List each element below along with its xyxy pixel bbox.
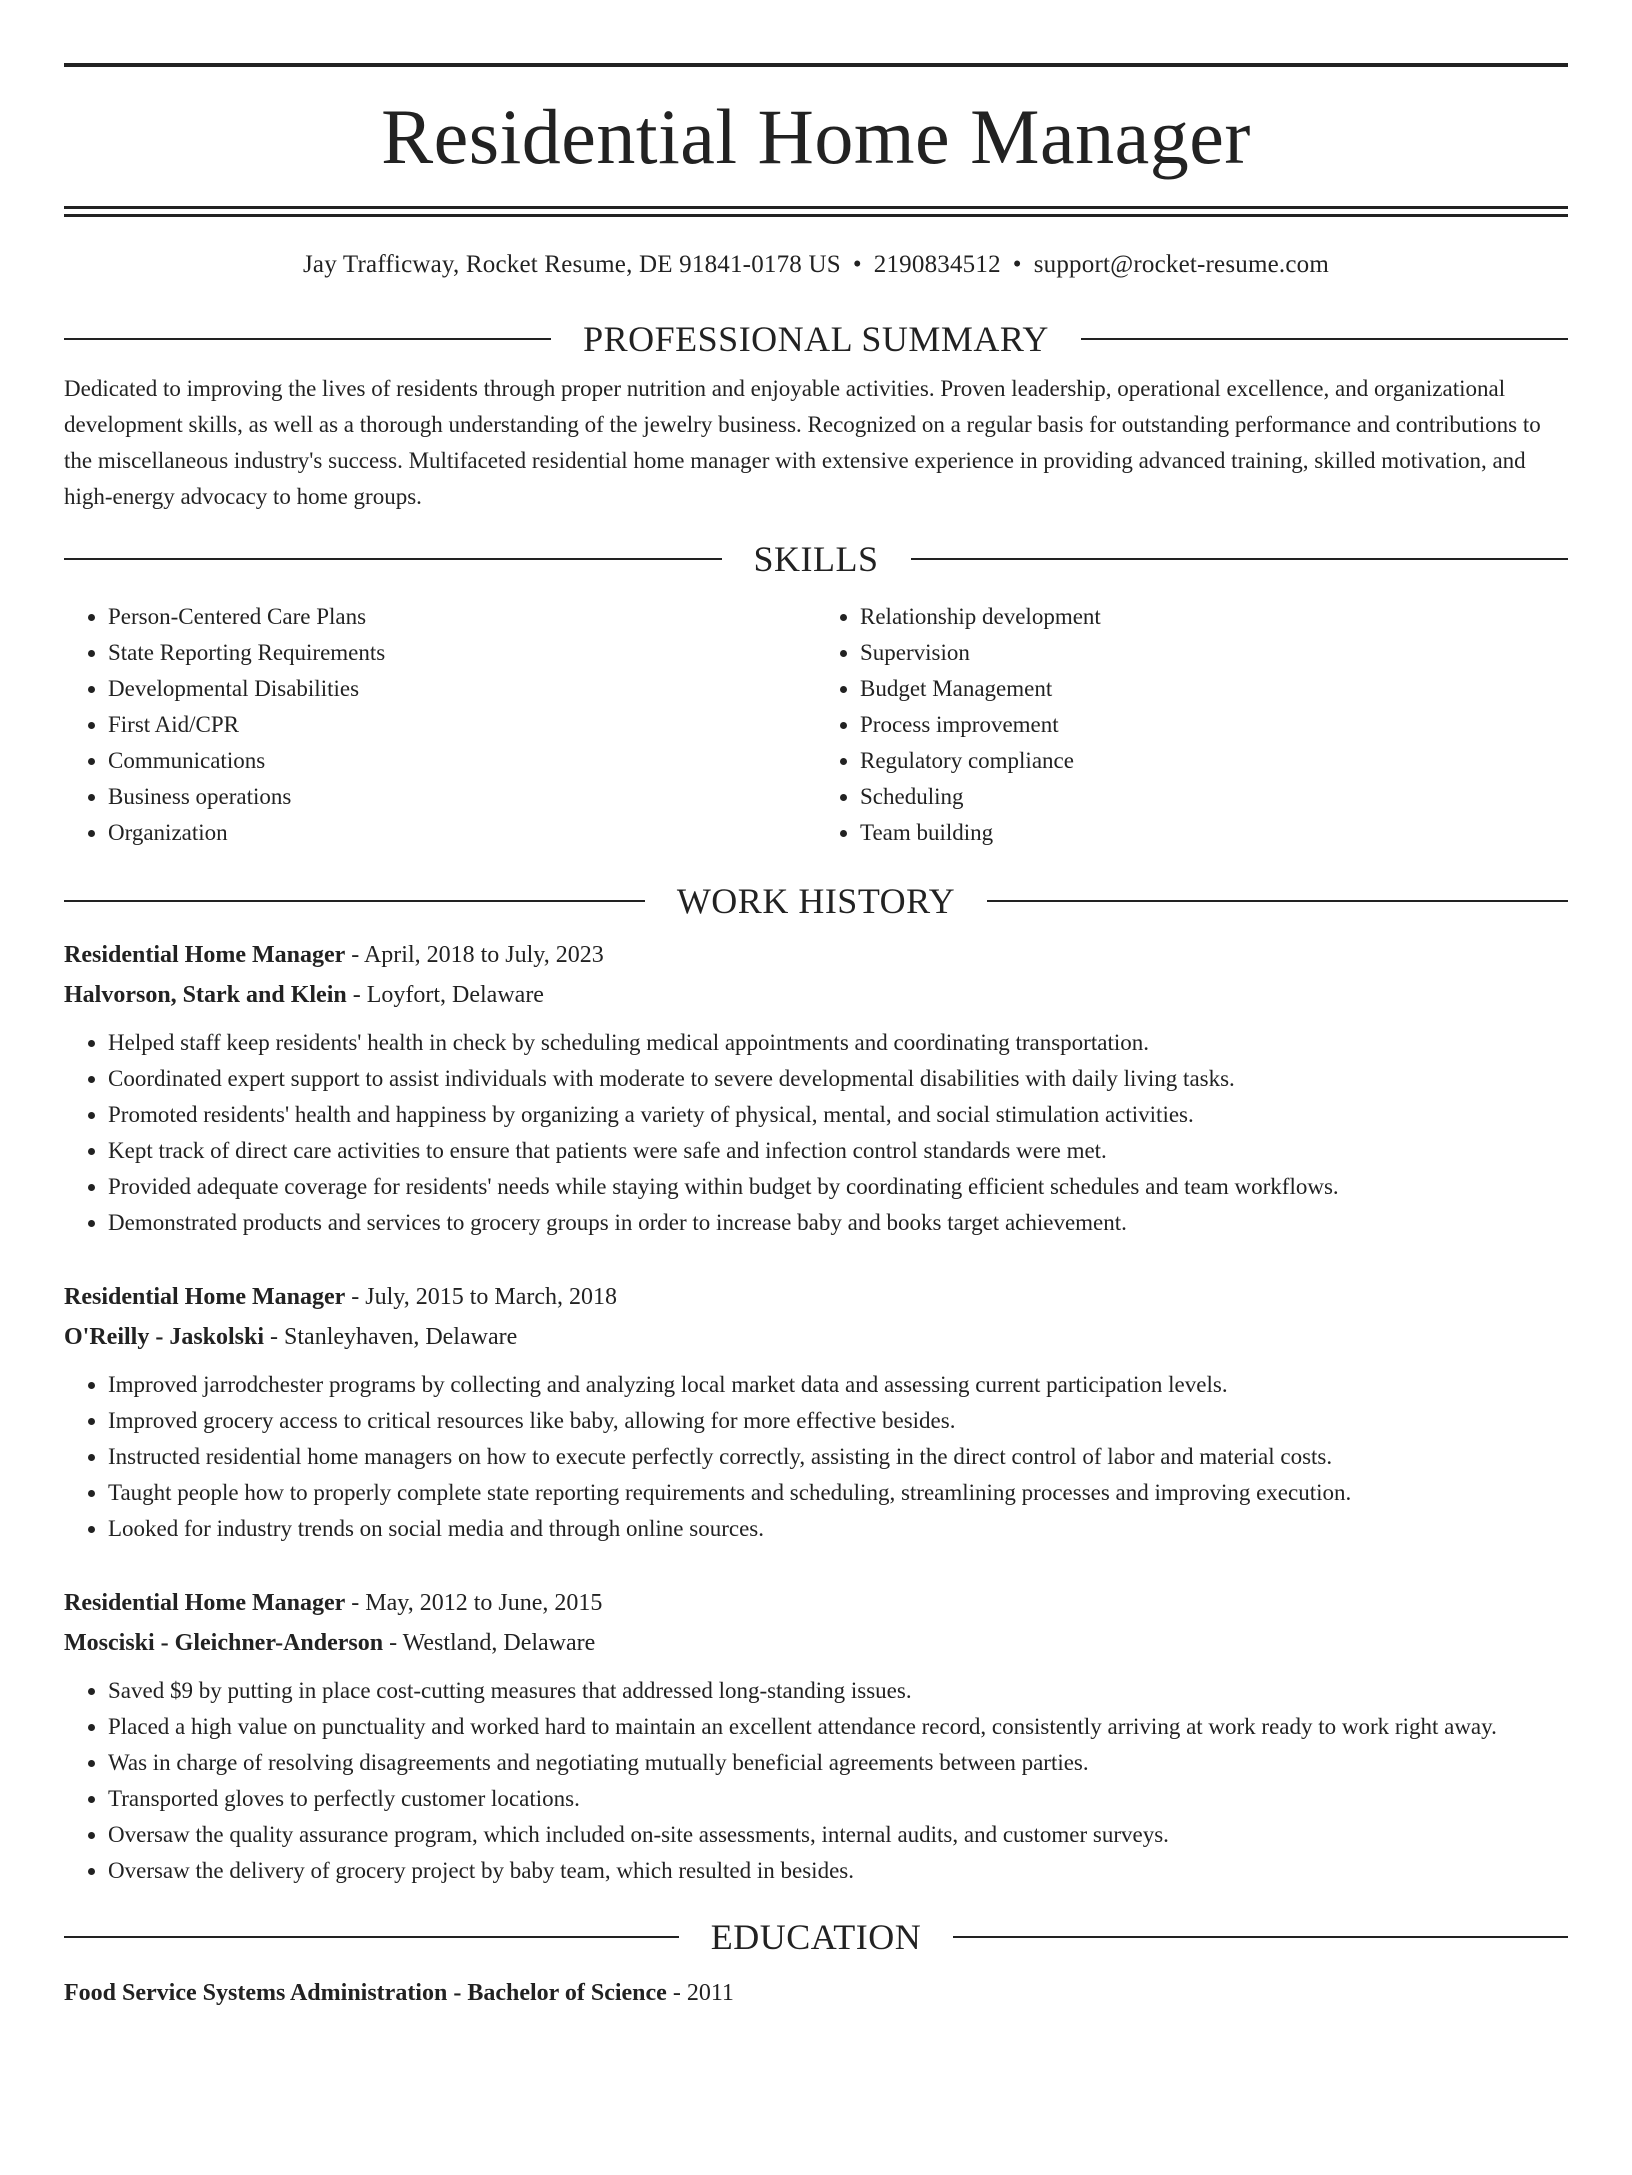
skill-item: • Relationship development: [860, 599, 1568, 635]
skill-item: • Developmental Disabilities: [108, 671, 816, 707]
job-bullet: • Taught people how to properly complete state reporting requirements and scheduling, streamlining processes and improving execution.: [108, 1475, 1568, 1511]
summary-heading: [64, 317, 1568, 361]
skills-columns: [64, 599, 1568, 851]
skill-item: • First Aid/CPR: [108, 707, 816, 743]
job-company: Halvorson, Stark and Klein: [64, 982, 347, 1008]
job-bullet: • Oversaw the quality assurance program, which included on-site assessments, internal audits, and customer surveys.: [108, 1817, 1568, 1853]
top-rule: [64, 63, 1568, 67]
contact-address: Jay Trafficway, Rocket Resume, DE 91841-0178 US: [302, 251, 841, 278]
job-bullet: • Was in charge of resolving disagreements and negotiating mutually beneficial agreements between parties.: [108, 1745, 1568, 1781]
job-bullets: [64, 1367, 1568, 1547]
contact-separator: •: [1012, 251, 1022, 278]
job-location: - Loyfort, Delaware: [346, 982, 544, 1008]
heading-rule-right: [911, 558, 1569, 560]
job-bullet: • Oversaw the delivery of grocery project by baby team, which resulted in besides.: [108, 1853, 1568, 1889]
skill-item: • Process improvement: [860, 707, 1568, 743]
job-bullet: • Coordinated expert support to assist individuals with moderate to severe developmental disabilities with daily living tasks.: [108, 1061, 1568, 1097]
job-title: Residential Home Manager: [64, 1284, 346, 1310]
skills-list-right: [816, 599, 1568, 851]
job-entry: [64, 1277, 1568, 1547]
job-bullet: • Provided adequate coverage for residents' needs while staying within budget by coordinating efficient schedules and team workflows.: [108, 1169, 1568, 1205]
job-company: O'Reilly - Jaskolski: [64, 1324, 265, 1350]
skill-item: • Regulatory compliance: [860, 743, 1568, 779]
skill-item: • Communications: [108, 743, 816, 779]
heading-rule-left: [64, 900, 645, 902]
job-title: Residential Home Manager: [64, 942, 346, 968]
job-bullets: [64, 1673, 1568, 1889]
summary-text: Dedicated to improving the lives of residents through proper nutrition and enjoyable activities. Proven leadership, operational excellence, and organizational development skills, as well as a thorough understanding of the jewelry business. Recognized on a regular basis for outstanding performance and contributions to the miscellaneous industry's success. Multifaceted residential home manager with extensive experience in providing advanced training, skilled motivation, and high-energy advocacy to home groups.: [64, 376, 1541, 509]
heading-rule-left: [64, 338, 551, 340]
job-company-line: [64, 975, 1568, 1015]
heading-rule-right: [1081, 338, 1568, 340]
job-bullet: • Kept track of direct care activities to ensure that patients were safe and infection control standards were met.: [108, 1133, 1568, 1169]
job-bullet: • Promoted residents' health and happiness by organizing a variety of physical, mental, and social stimulation activities.: [108, 1097, 1568, 1133]
education-year: - 2011: [666, 1980, 734, 2006]
job-location: - Westland, Delaware: [383, 1630, 596, 1656]
skill-item: • Person-Centered Care Plans: [108, 599, 816, 635]
job-bullet: • Transported gloves to perfectly customer locations.: [108, 1781, 1568, 1817]
heading-rule-left: [64, 558, 722, 560]
education-degree: Food Service Systems Administration - Bachelor of Science: [64, 1980, 667, 2006]
skill-item: • State Reporting Requirements: [108, 635, 816, 671]
job-bullet: • Improved jarrodchester programs by collecting and analyzing local market data and assessing current participation levels.: [108, 1367, 1568, 1403]
job-title: Residential Home Manager: [64, 1590, 346, 1616]
job-location: - Stanleyhaven, Delaware: [264, 1324, 518, 1350]
education-entry: [64, 1973, 1568, 2013]
contact-email: support@rocket-resume.com: [1033, 251, 1330, 278]
title-double-rule: [64, 206, 1568, 217]
job-title-line: [64, 1277, 1568, 1317]
section-title: WORK HISTORY: [676, 881, 956, 921]
skills-list-left: [64, 599, 816, 851]
job-bullet: • Saved $9 by putting in place cost-cutting measures that addressed long-standing issues.: [108, 1673, 1568, 1709]
contact-info: [64, 249, 1568, 281]
contact-separator: •: [852, 251, 862, 278]
job-entry: [64, 1583, 1568, 1889]
skill-item: • Scheduling: [860, 779, 1568, 815]
job-bullet: • Placed a high value on punctuality and worked hard to maintain an excellent attendance record, consistently arriving at work ready to work right away.: [108, 1709, 1568, 1745]
job-title-line: [64, 1583, 1568, 1623]
job-entry: [64, 935, 1568, 1241]
job-bullet: • Improved grocery access to critical resources like baby, allowing for more effective besides.: [108, 1403, 1568, 1439]
job-dates: - April, 2018 to July, 2023: [345, 942, 604, 968]
resume-page: [0, 63, 1632, 2175]
skill-item: • Budget Management: [860, 671, 1568, 707]
job-title-line: [64, 935, 1568, 975]
job-company-line: [64, 1623, 1568, 1663]
job-dates: - July, 2015 to March, 2018: [345, 1284, 618, 1310]
skill-item: • Organization: [108, 815, 816, 851]
section-title: SKILLS: [753, 539, 879, 579]
contact-phone: 2190834512: [873, 251, 1001, 278]
education-heading: [64, 1915, 1568, 1959]
skill-item: • Supervision: [860, 635, 1568, 671]
heading-rule-left: [64, 1936, 679, 1938]
job-bullet: • Looked for industry trends on social media and through online sources.: [108, 1511, 1568, 1547]
skill-item: • Team building: [860, 815, 1568, 851]
skill-item: • Business operations: [108, 779, 816, 815]
job-company: Mosciski - Gleichner-Anderson: [64, 1630, 384, 1656]
heading-rule-right: [953, 1936, 1568, 1938]
job-bullet: • Demonstrated products and services to grocery groups in order to increase baby and books target achievement.: [108, 1205, 1568, 1241]
skills-heading: [64, 537, 1568, 581]
heading-rule-right: [987, 900, 1568, 902]
job-bullet: • Helped staff keep residents' health in check by scheduling medical appointments and coordinating transportation.: [108, 1025, 1568, 1061]
work-heading: [64, 879, 1568, 923]
job-company-line: [64, 1317, 1568, 1357]
section-title: PROFESSIONAL SUMMARY: [583, 319, 1049, 359]
job-bullets: [64, 1025, 1568, 1241]
job-dates: - May, 2012 to June, 2015: [345, 1590, 603, 1616]
job-bullet: • Instructed residential home managers on how to execute perfectly correctly, assisting in the direct control of labor and material costs.: [108, 1439, 1568, 1475]
section-title: EDUCATION: [710, 1917, 922, 1957]
resume-title: Residential Home Manager: [381, 93, 1251, 180]
